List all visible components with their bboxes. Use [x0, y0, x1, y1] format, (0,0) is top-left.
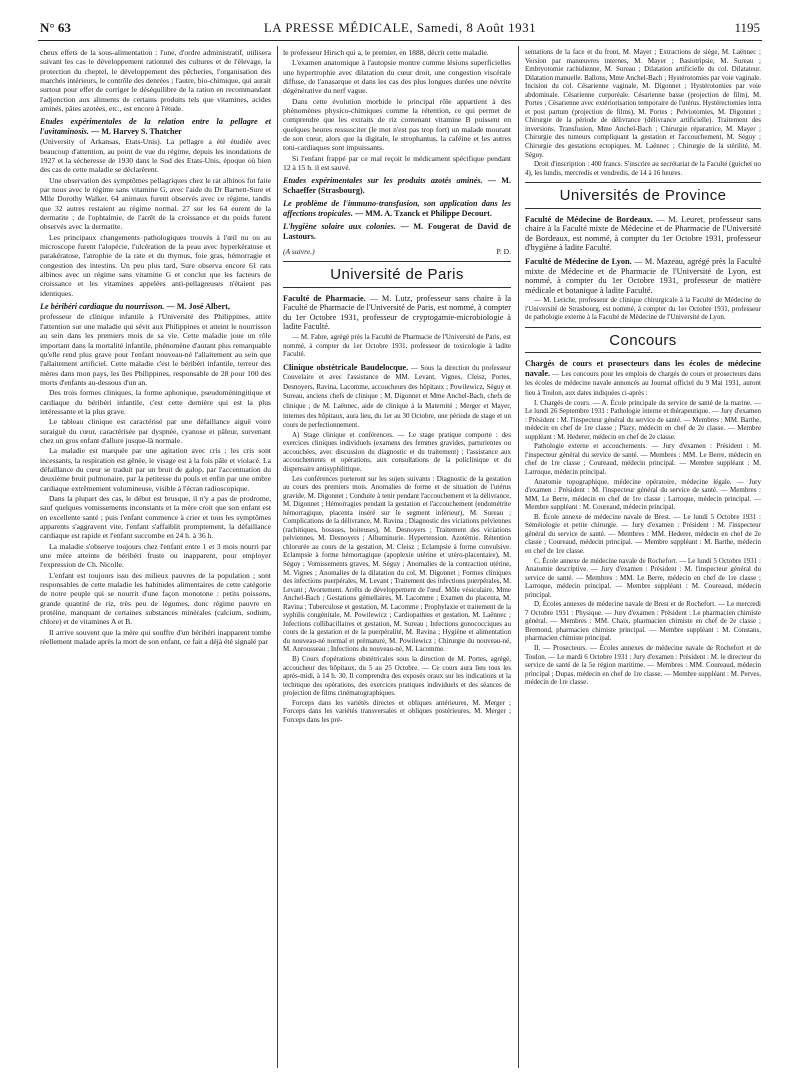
paragraph: La maladie s'observe toujours chez l'enfant entre 1 et 3 mois nourri par une mère atteinte de béribéri fruste ou inapparent, pour employer l'expression de Ch. Nicolle.: [40, 541, 271, 570]
paragraph: Des trois formes cliniques, la forme aphonique, pseudoméningitique et cardiaque du béribéri infantile, c'est cette dernière qui est la plus intéressante et la plus grave.: [40, 388, 271, 416]
paragraph: D. Écoles annexes de médecine navale de Brest et de Rochefort. — Le mercredi 7 Octobre 1931 : Physique. — Jury d'examen : Président : Le pharmacien chimiste général. — Membres : MM. Chaix, pharmacien chimiste en chef de 2e classe ; Bremond, pharmacien chimiste principal. — Membre suppléant : M. Constans, pharmacien chimiste principal.: [525, 600, 761, 643]
article-heading: [283, 222, 511, 241]
notice-title: Faculté de Pharmacie.: [283, 293, 366, 303]
article-title: Etudes expérimentales sur les produits azotés aminés.: [283, 176, 483, 186]
notice-text: — Les concours pour les emplois de chargés de cours et prosecteurs dans les écoles de médecine navale annoncés au Journal officiel du 9 Mai 1931, auront lieu à Toulon, aux dates indiquées ci-après :: [525, 369, 761, 398]
column-2: [283, 48, 511, 1068]
header-rule: [38, 40, 762, 41]
paragraph: Anatomie topographique, médecine opératoire, médecine légale. — Jury d'examen : Président : M. l'inspecteur général du service de santé. — Membres : MM. Le Berre, médecin en chef de 1re classe ; Larroque, médecin principal. — Membre suppléant : M. Coureaud, médecin principal.: [525, 477, 761, 512]
article-heading: [283, 176, 511, 195]
paragraph: — M. Leriche, professeur de clinique chirurgicale à la Faculté de Médecine de l'Université de Strasbourg, est nommé, à compter du 1er Octobre 1931, professeur de pathologie externe à la Faculté de Médecine de l'Université de Lyon.: [525, 296, 761, 322]
article-author: — MM. A. Tzanck et Philippe Decourt.: [352, 208, 492, 218]
article-author: — M. José Albert,: [164, 302, 230, 312]
author-initials: P. D.: [496, 246, 511, 256]
paragraph: — M. Fabre, agrégé près la Faculté de Pharmacie de l'Université de Paris, est nommé, à compter du 1er Octobre 1931, professeur de toxicologie à ladite Faculté.: [283, 332, 511, 359]
notice-text: — M. Mazeau, agrégé près la Faculté mixte de Médecine et de Pharmacie de l'Université de Lyon, est nommé, à compter du 1er Octobre 1931, professeur de matière médicale et botanique à ladite Faculté.: [525, 256, 761, 295]
column-divider: [518, 46, 519, 1068]
article-author: — M. Harvey S. Thatcher: [88, 126, 182, 136]
section-header-province: Universités de Province: [525, 182, 761, 208]
article-heading: [283, 199, 511, 218]
notice-title: Chargés de cours et prosecteurs dans les écoles de médecine navale.: [525, 359, 761, 378]
article-title: Etudes expérimentales de la relation entre la pellagre et l'avitaminosis.: [40, 117, 271, 136]
notice-heading: [525, 257, 761, 295]
section-header-paris: Université de Paris: [283, 261, 511, 287]
column-divider: [277, 46, 278, 1068]
paragraph: Une observation des symptômes pellagriques chez le rat albinos fut faite par nous avec le régime sans vitamine G, avec l'aide du Dr Barnett-Sure et Mlle Dorothy Walker. 64 animaux furent observés avec ce régime, tandis que 32 autres restaient au régime normal. 27 sur les 64 eurent de la dermatite ; de l'ophtalmie, de l'arrêt de la croissance et du poids furent observés avec la dermatite.: [40, 175, 271, 232]
paragraph: I. Chargés de cours. — A. École principale du service de santé de la marine. — Le lundi 26 Septembre 1931 : Pathologie interne et thérapeutique. — Jury d'examen : Président : M. l'inspecteur général du service de santé. — Membres : MM. Barthe, médecin en chef de 1re classe ; Plazy, médecin en chef de 2e classe. — Membre suppléant : M. Hederer, médecin en chef de 2e classe.: [525, 398, 761, 441]
paragraph: professeur de clinique infantile à l'Université des Philippines, attire l'attention sur une maladie qui sévit aux Philippines et atteint le nourrisson au sein dans les premiers mois de sa vie. Cette maladie joue un rôle important dans la mortalité infantile, phénomène d'autant plus remarquable qu'elle rend plus grave pour l'enfant nouveau-né l'allaitement au sein que l'allaitement artificiel. Cette maladie c'est le béribéri infantile, terreur des mères dans mon pays, les îles Philippines, responsable de 28 pour 100 des morts d'enfants au-dessous d'un an.: [40, 312, 271, 387]
paragraph: (University of Arkansas, Etats-Unis). La pellagre a été étudiée avec beaucoup d'attention, au point de vue du régime, depuis les inondations de 1927 et la sécheresse de 1930 dans le Sud des Etats-Unis, époque où bien des cas de cette maladie se déclarèrent.: [40, 137, 271, 175]
article-title: Le problème de l'immuno-transfusion, son application dans les affections tropicales.: [283, 199, 511, 218]
paragraph: Droit d'inscription : 400 francs. S'inscrire au secrétariat de la Faculté (guichet no 4), les lundis, mercredis et vendredis, de 14 à 16 heures.: [525, 160, 761, 177]
page-header: [40, 18, 760, 42]
signature-line: [283, 247, 511, 256]
notice-text: — M. Leuret, professeur sans chaire à la Faculté mixte de Médecine et de Pharmacie de l'Université de Bordeaux, est nommé, à compter du 1er Octobre 1931, professeur d'hygiène à ladite Faculté.: [525, 214, 761, 253]
notice-title: Clinique obstétricale Baudelocque.: [283, 362, 409, 372]
to-be-continued: (A suivre.): [283, 246, 315, 256]
journal-title: LA PRESSE MÉDICALE,: [263, 20, 414, 35]
article-author: — M. Schaeffer (Strasbourg).: [283, 176, 511, 195]
section-header-concours: Concours: [525, 327, 761, 353]
article-heading: [40, 302, 271, 311]
paragraph: Dans cette évolution morbide le principal rôle appartient à des phénomènes physico-chimiques comme la rétention, ce qui permet de comprendre que les extraits de riz contenant vitamine B puissent en quelques heures ressusciter (le mot n'est pas trop fort) un malade mourant de son cœur, alors que la digitale, le strophantus, la caféine et les autres toni-cardiaques sont impuissants.: [283, 96, 511, 153]
article-title: Le béribéri cardiaque du nourrisson.: [40, 302, 165, 312]
issue-number: N° 63: [40, 20, 71, 35]
notice-heading: [283, 294, 511, 332]
column-3: [525, 48, 761, 1068]
paragraph: L'examen anatomique à l'autopsie montre comme lésions superficielles une hypertrophie avec dilatation du cœur droit, une congestion viscérale diffuse, de l'anasarque et dans les cas des plus longues durées une névrite dégénérative du nerf vague.: [283, 58, 511, 96]
paragraph: II. — Prosecteurs. — Écoles annexes de médecine navale de Rochefort et de Toulon. — Le mardi 6 Octobre 1931 : Jury d'examen : Président : M. le directeur du service de santé de la 5e région maritime. — Membres : MM. Coureaud, médecin principal ; Dupas, médecin en chef de 1re classe. — Membre suppléant : M. Perves, médecin de 1re classe.: [525, 643, 761, 687]
article-title: L'hygiène solaire aux colonies.: [283, 222, 396, 232]
paragraph: Il arrive souvent que la mère qui souffre d'un béribéri inapparent tombe réellement malade après la mort de son enfant, ce fait a déjà été signalé par: [40, 627, 271, 647]
paragraph: Forceps dans les variétés directes et obliques antérieures, M. Merger ; Forceps dans les variétés transversales et obliques postérieures, M. Merger ; Forceps dans les pré-: [283, 698, 511, 724]
paragraph: B. École annexe de médecine navale de Brest. — Le lundi 5 Octobre 1931 : Séméiologie et petite chirurgie. — Jury d'examen : Président : M. l'inspecteur général du service de santé. — Membres : MM. Hederer, médecin en chef de 2e classe ; Coureaud, médecin principal. — Membre suppléant : M. Barthe, médecin en chef de 1re classe.: [525, 512, 761, 555]
notice-text: — Sous la direction du professeur Couvelaire et avec l'assistance de MM. Levant, Vignes, Cleisz, Portes, Desnoyers, Ravina, Lacomme, accoucheurs des hôpitaux ; Powilewicz, Séguy et Sureau, anciens chefs de clinique ; M. Digonnet et Mme Anchel-Bach, chefs de clinique ; de M. Laënnec, aide de clinique à la Maternité ; Merger et Mayer, internes des hôpitaux, aura lieu, du 1er au 30 Octobre, une période de stage et un cours de perfectionnement.: [283, 363, 511, 430]
issue-date: Samedi, 8 Août 1931: [416, 20, 537, 35]
paragraph: le professeur Hirsch qui a, le premier, en 1888, décrit cette maladie.: [283, 48, 489, 57]
paragraph: La maladie est marquée par une agitation avec cris ; les cris sont incessants, la respiration est gênée, le visage est à la fois pâle et violacé. La défaillance du cœur se traduit par un bruit de galop, par l'accentuation du deuxième bruit pulmonaire, par la petitesse du pouls et enfin par une ombre cardiaque extrêmement volumineuse, visible à l'écran radioscopique.: [40, 446, 271, 493]
page-number: 1195: [734, 20, 760, 35]
paragraph: Le tableau clinique est caractérisé par une défaillance aiguë voire suraiguë du cœur, caractérisée par dyspnée, cyanose et pâleur, survenant chez un gros enfant d'allure jusque-là normale.: [40, 417, 271, 445]
article-heading: [40, 117, 271, 136]
paragraph: C. École annexe de médecine navale de Rochefort. — Le lundi 5 Octobre 1931 : Anatomie descriptive. — Jury d'examen : Président : M. l'inspecteur général du service de santé. — Membres : MM. Le Berre, médecin en chef de 1re classe ; Larroque, médecin principal. — Membre suppléant : M. Coureaud, médecin principal.: [525, 556, 761, 599]
paragraph: cheux effets de la sous-alimentation : l'une, d'ordre administratif, utilisera suivant les cas le développement rationnel des cultures et de l'élevage, la protection du cheptel, le développement des pêcheries, l'organisation des marchés intérieurs, le contrôle des denrées ; l'autre, bio-chimique, qui aurait surtout pour effet de corriger le déséquilibre de la ration en recommandant l'adjonction aux aliments de certains produits tels que vitamines, acides aminés, pâtes azotées, etc., est encore à l'étude.: [40, 48, 271, 114]
column-1: [40, 48, 271, 1068]
paragraph: Dans la plupart des cas, le début est brusque, il n'y a pas de prodrome, sauf quelques vomissements inconstants et la mère croit que son enfant est en excellente santé ; puis l'enfant commence à crier et tous les symptômes apparents s'aggravent vite, l'enfant s'affaiblit promptement, la défaillance cardiaque est rapide et l'enfant succombe en 24 h. à 36 h.: [40, 494, 271, 541]
paragraph: Les principaux changements pathologiques trouvés à l'œil nu ou au microscope furent l'alopécie, l'ulcération de la peau avec hyperkératose et parakératose, l'atrophie de la rate et du thymus, foie gras, hémorragie et congestion des intestins. Un peu plus tard, Sure observa encore 61 rats albinos avec un régime sans vitamine G et conclut que les facteurs de croissance et les vitamines appelées anti-pellagreuses n'étaient pas identiques.: [40, 232, 271, 298]
paragraph: L'enfant est toujours issu des milieux pauvres de la population ; sont responsables de cette maladie les habitudes alimentaires de cette catégorie de notre peuple qui se nourrit d'une façon monotone : petits poissons, grande quantité de riz, très peu de légumes, donc régime pauvre en protéine, manquant de certaines substances minérales (calcium, sodium, chlore) et de vitamines A et B.: [40, 570, 271, 627]
notice-heading: [525, 359, 761, 397]
paragraph: sentations de la face et du front, M. Mayer ; Extractions de siège, M. Laënnec ; Version par manœuvres internes, M. Mayer ; Basiotripsie, M. Sureau ; Embryotomie rachidienne, M. Sureau ; Dilatation artificielle du col. Dilatateur. Dilatation manuelle. Ballons, Mme Anchel-Bach ; Hystérotomies par voie vaginale. Incision du col. Césarienne vaginale, M. Digonnet ; Hystérotomies par voie abdominale. Césarienne corporéale. Césarienne basse (projection de film), M. Portes ; Césarienne avec extériorisation temporaire de l'utérus. Hystérectomies intra et post partum (projection de films), M. Portes ; Pelviotomies, M. Digonnet ; Chirurgie de la période de délivrance (délivrance artificielle). Traitement des inversions. Transfusion, Mme Anchel-Bach ; Chirurgie réparatrice, M. Mayer ; Chirurgie des tumeurs compliquant la gestation et l'accouchement, M. Séguy ; Chirurgie des gestations ectopiques, M. Laënnec ; Chirurgie de la stérilité, M. Séguy.: [525, 48, 761, 159]
paragraph: Les conférences porteront sur les sujets suivants : Diagnostic de la gestation au cours des premiers mois. Anomalies de forme et de situation de l'utérus gravide, M. Digonnet ; Conduite à tenir pendant l'accouchement et la délivrance, M. Digonnet ; Hémorragies pendant la gestation et l'accouchement (endométrite hémorragique, placenta inséré sur le segment inférieur), M. Sureau ; Complications de la délivrance, M. Ravina ; Diagnostic des viciations pelviennes (rachitiques, bossues, boiteuses), M. Desnoyers ; Traitement des viciations pelviennes, M. Desnoyers ; Albuminurie. Hypertension. Azotémie. Rétention chlorurée au cours de la gestation, M. Cleisz ; Eclampsie à forme convulsive. Eclampsie à forme hémorragique (apoplexie utérine et utéro-placentaire), M. Séguy ; Vomissements graves, M. Séguy ; Anomalies de la contraction utérine, M. Vignes ; Anomalies de la dilatation du col, M. Digonnet ; Formes cliniques des infections puerpérales, M. Levant ; Traitement des infections puerpérales, M. Levant ; Avortement. Arrêts de développement de l'œuf. Môle vésiculaire, Mme Anchel-Bach ; Gestations gémellaires, M. Lacomme ; Examen du placenta, M. Ravina ; Tuberculose et gestation, M. Lacomme ; Prophylaxie et traitement de la syphilis congénitale, M. Powilewicz ; Cardiopathies et gestation, M. Laënnec ; Infections collibacillaires et gestation, M. Sureau ; Infections gonococciques au cours de la gestation et de la puerpéralité, M. Ravina ; Hygiène et alimentation du nouveau-né normal et prématuré, M. Powilewicz ; Chirurgie du nouveau-né, M. Aurousseau ; Infections du nouveau-né, M. Lacomme.: [283, 474, 511, 654]
paragraph: Si l'enfant frappé par ce mal reçoit le médicament spécifique pendant 12 à 15 h. il est sauvé.: [283, 153, 511, 173]
notice-heading: [525, 215, 761, 253]
paragraph: Pathologie externe et accouchements. — Jury d'examen : Président : M. l'inspecteur général du service de santé. — Membres : MM. Le Berre, médecin en chef de 1re classe ; Coureaud, médecin principal. — Membre suppléant : M. Larroque, médecin principal.: [525, 442, 761, 477]
notice-text: — M. Lutz, professeur sans chaire à la Faculté de Pharmacie de l'Université de Paris, est nommé, à compter du 1er Octobre 1931, professeur de cryptogamie-microbiologie à ladite Faculté.: [283, 293, 511, 332]
paragraph: A) Stage clinique et conférences. — Le stage pratique comporte : des exercices cliniques individuels (examens des femmes gravides, parturientes ou accouchées, avec discussion du diagnostic et du traitement) ; l'assistance aux accouchements et opérations, aux consultations de la policlinique et du dispensaire antisyphilitique.: [283, 430, 511, 473]
paragraph: B) Cours d'opérations obstétricales sous la direction de M. Portes, agrégé, accoucheur des hôpitaux, du 5 au 25 Octobre. — Ce cours aura lieu tous les après-midi, à 14 h. 30. Il comprendra des exposés oraux sur les indications et la technique des opérations, des exercices pratiques individuels et des séances de projection de films cinématographiques.: [283, 654, 511, 698]
notice-heading: [283, 363, 511, 430]
notice-title: Faculté de Médecine de Bordeaux.: [525, 214, 653, 224]
notice-title: Faculté de Médecine de Lyon.: [525, 256, 632, 266]
article-author: — M. Fougerat de David de Lastours.: [283, 222, 511, 241]
journal-title-line: [40, 20, 760, 36]
